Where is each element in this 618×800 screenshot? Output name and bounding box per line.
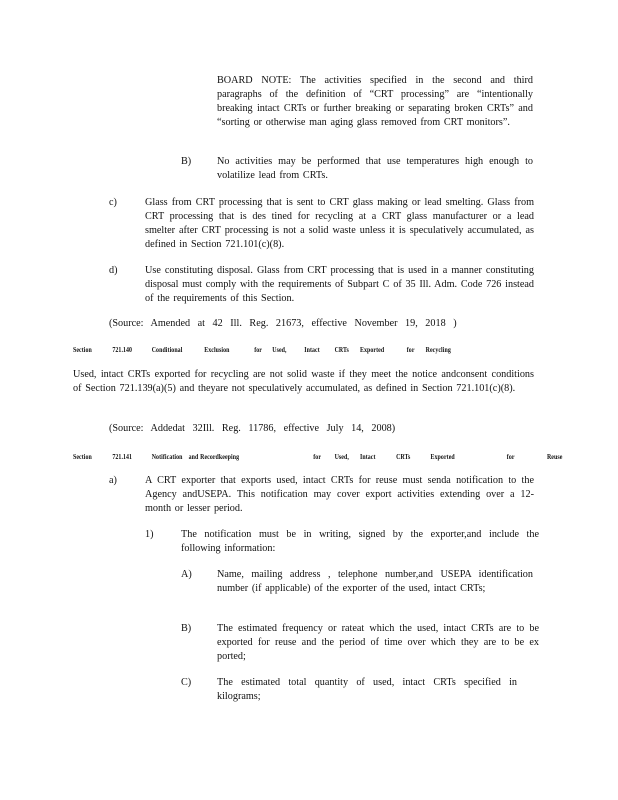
- item-C-text: The estimated total quantity of used, intact CRTs specified in kilograms;: [217, 677, 517, 702]
- source-note-1: (Source: Amended at 42 Ill. Reg. 21673, effective November 19, 2018 ): [109, 318, 457, 329]
- section-number: 721.141: [112, 453, 133, 461]
- section-title-word: Conditional: [151, 346, 183, 354]
- item-label-b: B): [181, 156, 192, 167]
- item-a-text: A CRT exporter that exports used, intact CRTs for reuse must senda notification to the Agency andUSEPA. This notification may cover export activities extending over a 12-month or lesser period.: [145, 475, 534, 514]
- section-721-140-body: Used, intact CRTs exported for recycling are not solid waste if they meet the notice andconsent conditions of Section 721.139(a)(5) and theyare not speculatively accumulated, as defined in Section 721.101(c)(8).: [73, 369, 534, 394]
- section-title-word: Reuse: [546, 453, 563, 461]
- section-title-word: Recycling: [425, 346, 451, 354]
- item-b-text: No activities may be performed that use temperatures high enough to volatilize lead from CRTs.: [217, 156, 533, 181]
- section-title-word: Used,: [334, 453, 349, 461]
- item-1-text: The notification must be in writing, signed by the exporter,and include the following information:: [181, 529, 539, 554]
- section-title-word: CRTs: [334, 346, 349, 354]
- source-note-2: (Source: Addedat 32Ill. Reg. 11786, effective July 14, 2008): [109, 423, 396, 434]
- section-title-word: Exclusion: [204, 346, 230, 354]
- item-label-d: d): [109, 265, 118, 276]
- item-d-text: Use constituting disposal. Glass from CRT processing that is used in a manner constituting disposal must comply with the requirements of Subpart C of 35 Ill. Adm. Code 726 instead of the requirements of this Section.: [145, 265, 534, 304]
- section-title-word: for: [406, 346, 415, 354]
- item-label-a: a): [109, 475, 117, 486]
- section-title-word: for: [254, 346, 262, 354]
- section-title-word: Intact: [360, 453, 376, 461]
- section-title-word: Exported: [430, 453, 455, 461]
- section-title-word: and: [188, 453, 199, 461]
- section-title-word: Intact: [304, 346, 320, 354]
- item-c-text: Glass from CRT processing that is sent to CRT glass making or lead smelting. Glass from CRT processing that is des tined for recycling at a CRT glass manufacturer or a lead smelter after CRT processing is not a solid waste unless it is speculatively accumulated, as defined in Section 721.101(c)(8).: [145, 197, 534, 250]
- board-note: BOARD NOTE: The activities specified in the second and third paragraphs of the definition of “CRT processing” are “intentionally breaking intact CRTs or further breaking or separating broken CRTs” and “sorting or otherwise man aging glass removed from CRT monitors”.: [217, 75, 533, 128]
- section-title-word: for: [313, 453, 322, 461]
- item-label-B2: B): [181, 623, 192, 634]
- section-title-word: for: [506, 453, 515, 461]
- item-label-1: 1): [145, 529, 154, 540]
- item-label-c: c): [109, 197, 117, 208]
- section-title-word: Recordkeeping: [200, 453, 240, 461]
- section-title-word: CRTs: [396, 453, 411, 461]
- section-word: Section: [73, 346, 92, 354]
- item-B2-text: The estimated frequency or rateat which the used, intact CRTs are to be exported for reuse and the period of time over which they are to be ex ported;: [217, 623, 539, 662]
- item-label-A: A): [181, 569, 192, 580]
- section-word: Section: [73, 453, 92, 461]
- section-number: 721.140: [112, 346, 133, 354]
- section-title-word: Notification: [151, 453, 183, 461]
- item-label-C: C): [181, 677, 192, 688]
- section-title-word: Exported: [360, 346, 385, 354]
- item-A-text: Name, mailing address , telephone number,and USEPA identification number (if applicable) of the exporter of the used, intact CRTs;: [217, 569, 533, 594]
- section-title-word: Used,: [272, 346, 287, 354]
